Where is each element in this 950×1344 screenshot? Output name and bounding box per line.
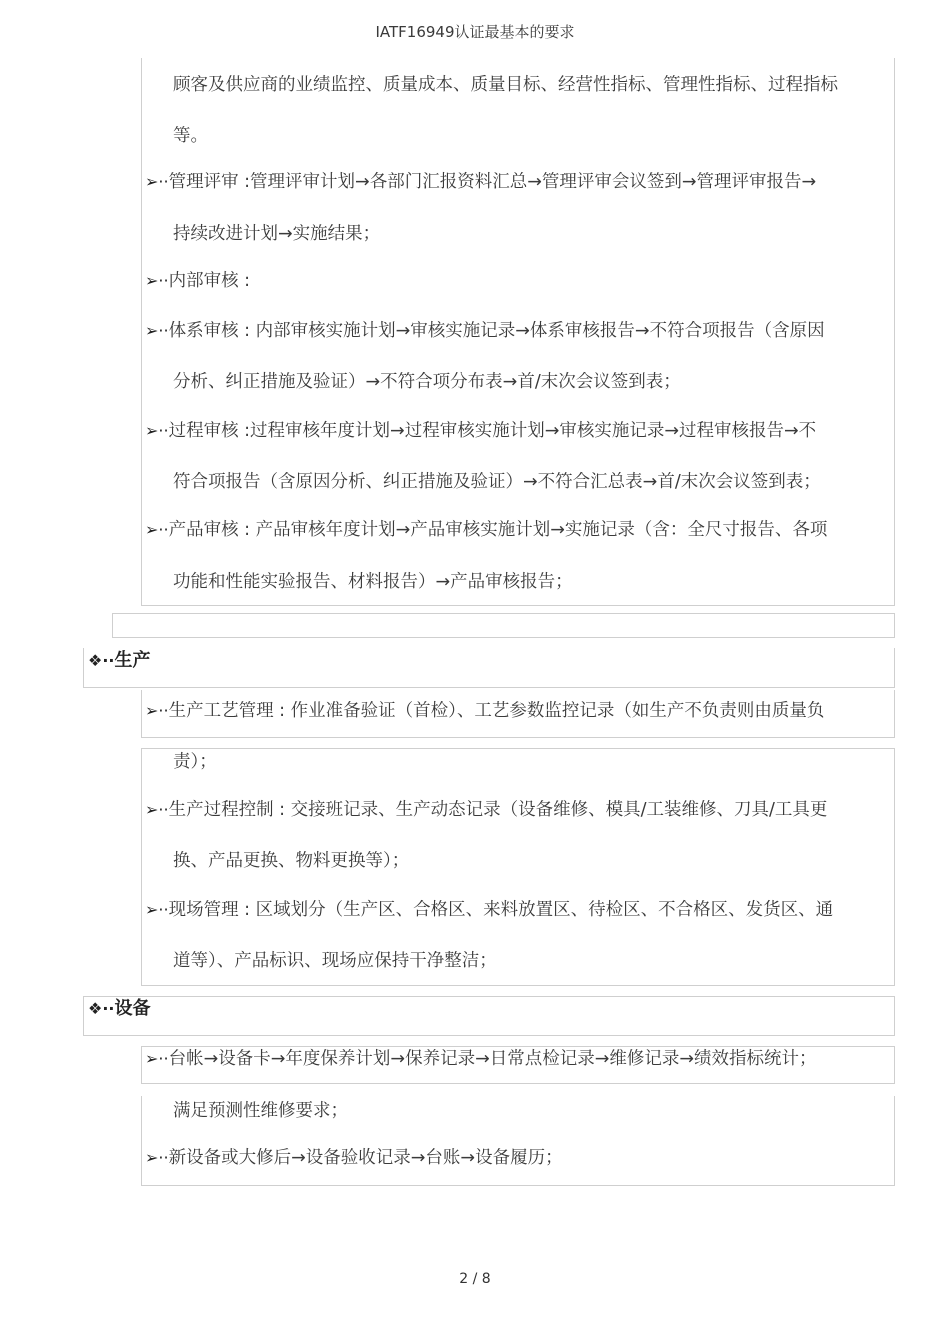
list-item-management-review <box>145 170 816 194</box>
text-line: 道等）、产品标识、现场应保持干净整洁； <box>173 951 497 971</box>
list-item-text: 产品审核 : 产品审核年度计划→产品审核实施计划→实施记录（含：全尺寸报告、各项 <box>168 520 828 540</box>
list-item-text: 生产过程控制 : 交接班记录、生产动态记录（设备维修、模具/工装维修、刀具/工具更 <box>168 800 828 820</box>
list-item-equipment-ledger <box>145 1047 817 1071</box>
text-line: 责）； <box>173 752 217 772</box>
text-line: 符合项报告（含原因分析、纠正措施及验证）→不符合汇总表→首/末次会议签到表； <box>173 472 821 492</box>
list-item-text: 管理评审 :管理评审计划→各部门汇报资料汇总→管理评审会议签到→管理评审报告→ <box>168 172 817 192</box>
text-line: 持续改进计划→实施结果； <box>173 224 381 244</box>
page-number: 2 / 8 <box>459 1271 491 1287</box>
arrow-bullet-icon: ➢·· <box>145 701 169 720</box>
text-line: 换、产品更换、物料更换等）； <box>173 851 410 871</box>
list-item-new-equipment <box>145 1146 563 1170</box>
section-production-cell <box>83 648 895 688</box>
frame-left-line <box>141 58 142 606</box>
arrow-bullet-icon: ➢·· <box>145 1049 169 1068</box>
arrow-bullet-icon: ➢·· <box>145 271 169 290</box>
list-item-product-audit <box>145 518 827 542</box>
section-heading-text: 设备 <box>114 998 151 1019</box>
list-item-process-control <box>145 798 827 822</box>
list-item-system-audit <box>145 319 825 343</box>
list-item-text: 过程审核 :过程审核年度计划→过程审核实施计划→审核实施记录→过程审核报告→不 <box>168 421 817 441</box>
list-item-site-management <box>145 898 833 922</box>
text-line: 满足预测性维修要求； <box>173 1101 348 1121</box>
list-item-text: 生产工艺管理 : 作业准备验证（首检）、工艺参数监控记录（如生产不负责则由质量负 <box>168 701 825 721</box>
arrow-bullet-icon: ➢·· <box>145 520 169 539</box>
arrow-bullet-icon: ➢·· <box>145 800 169 819</box>
frame-bottom-cell <box>141 605 895 606</box>
page-header-title: IATF16949认证最基本的要求 <box>375 23 575 41</box>
text-line: 顾客及供应商的业绩监控、质量成本、质量目标、经营性指标、管理性指标、过程指标 <box>173 75 838 95</box>
arrow-bullet-icon: ➢·· <box>145 321 169 340</box>
frame-right-line <box>894 58 895 606</box>
arrow-bullet-icon: ➢·· <box>145 900 169 919</box>
list-item-text: 新设备或大修后→设备验收记录→台账→设备履历； <box>168 1148 563 1168</box>
section-heading-text: 生产 <box>114 650 151 671</box>
text-line: 功能和性能实验报告、材料报告）→产品审核报告； <box>173 572 573 592</box>
arrow-bullet-icon: ➢·· <box>145 172 169 191</box>
list-item-text: 体系审核 : 内部审核实施计划→审核实施记录→体系审核报告→不符合项报告（含原因 <box>168 321 825 341</box>
list-item-process-management <box>145 699 824 723</box>
list-item-text: 台帐→设备卡→年度保养计划→保养记录→日常点检记录→维修记录→绩效指标统计； <box>168 1049 817 1069</box>
diamond-bullet-icon: ❖·· <box>88 651 115 670</box>
arrow-bullet-icon: ➢·· <box>145 421 169 440</box>
list-item-text: 内部审核 : <box>168 271 251 291</box>
section-heading-production <box>88 649 151 673</box>
empty-row-cell <box>112 613 895 638</box>
text-line: 等。 <box>173 126 208 146</box>
list-item-process-audit <box>145 419 816 443</box>
arrow-bullet-icon: ➢·· <box>145 1148 169 1167</box>
diamond-bullet-icon: ❖·· <box>88 999 115 1018</box>
text-line: 分析、纠正措施及验证）→不符合项分布表→首/末次会议签到表； <box>173 372 681 392</box>
list-item-internal-audit <box>145 269 250 293</box>
list-item-text: 现场管理 : 区域划分（生产区、合格区、来料放置区、待检区、不合格区、发货区、通 <box>168 900 834 920</box>
section-equipment-cell <box>83 996 895 1036</box>
section-heading-equipment <box>88 997 151 1021</box>
